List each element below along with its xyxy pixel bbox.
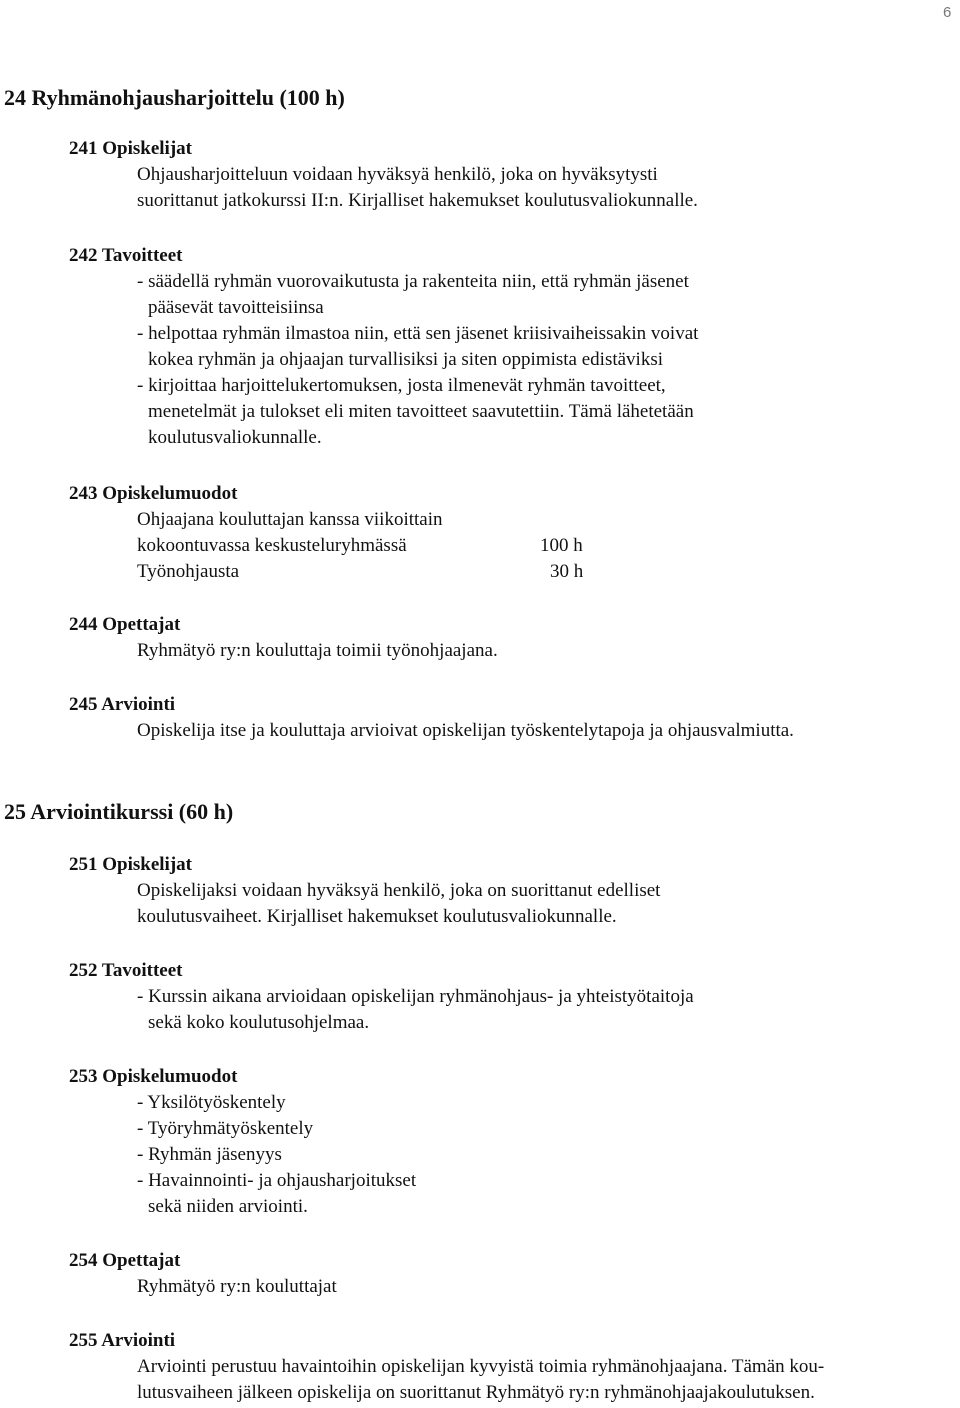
text-242-line-3: - helpottaa ryhmän ilmastoa niin, että sen jäsenet kriisivaiheissakin voivat [137,323,699,344]
section-25-title: 25 Arviointikurssi (60 h) [4,799,234,824]
text-252-line-1: - Kurssin aikana arvioidaan opiskelijan ryhmänohjaus- ja yhteistyötaitoja [137,986,694,1007]
text-243-line-3: Työnohjausta [137,561,240,582]
heading-253: 253 Opiskelumuodot [69,1066,238,1087]
hours-243-tyonohjaus: 30 h [550,561,584,582]
text-242-line-1: - säädellä ryhmän vuorovaikutusta ja rakenteita niin, että ryhmän jäsenet [137,271,689,292]
page-number: 6 [943,4,952,21]
text-251-line-1: Opiskelijaksi voidaan hyväksyä henkilö, joka on suorittanut edelliset [137,880,661,901]
section-24-title: 24 Ryhmänohjausharjoittelu (100 h) [4,85,345,110]
heading-241: 241 Opiskelijat [69,138,192,159]
text-243-line-1: Ohjaajana kouluttajan kanssa viikoittain [137,509,443,530]
hours-243-keskusteluryhma: 100 h [540,535,583,556]
text-244-line: Ryhmätyö ry:n kouluttaja toimii työnohjaajana. [137,640,498,661]
text-242-line-4: kokea ryhmän ja ohjaajan turvallisiksi ja siten oppimista edistäviksi [148,349,664,370]
text-253-line-5: sekä niiden arviointi. [148,1196,308,1217]
text-254-line: Ryhmätyö ry:n kouluttajat [137,1276,337,1297]
text-242-line-7: koulutusvaliokunnalle. [148,427,322,448]
text-251-line-2: koulutusvaiheet. Kirjalliset hakemukset koulutusvaliokunnalle. [137,906,617,927]
text-252-line-2: sekä koko koulutusohjelmaa. [148,1012,370,1033]
text-242-line-6: menetelmät ja tulokset eli miten tavoitteet saavutettiin. Tämä lähetetään [148,401,694,422]
heading-251: 251 Opiskelijat [69,854,192,875]
text-242-line-2: pääsevät tavoitteisiinsa [148,297,324,318]
text-253-line-2: - Työryhmätyöskentely [137,1118,314,1139]
text-245-line: Opiskelija itse ja kouluttaja arvioivat opiskelijan työskentelytapoja ja ohjausvalmiutta. [137,720,794,741]
heading-255: 255 Arviointi [69,1330,176,1351]
heading-252: 252 Tavoitteet [69,960,183,981]
text-255-line-2: lutusvaiheen jälkeen opiskelija on suorittanut Ryhmätyö ry:n ryhmänohjaajakoulutuksen. [137,1382,815,1403]
heading-244: 244 Opettajat [69,614,181,635]
heading-254: 254 Opettajat [69,1250,181,1271]
text-253-line-1: - Yksilötyöskentely [137,1092,286,1113]
text-243-line-2: kokoontuvassa keskusteluryhmässä [137,535,407,556]
text-255-line-1: Arviointi perustuu havaintoihin opiskelijan kyvyistä toimia ryhmänohjaajana. Tämän kou- [137,1356,825,1377]
text-253-line-3: - Ryhmän jäsenyys [137,1144,282,1165]
heading-245: 245 Arviointi [69,694,176,715]
heading-242: 242 Tavoitteet [69,245,183,266]
text-242-line-5: - kirjoittaa harjoittelukertomuksen, josta ilmenevät ryhmän tavoitteet, [137,375,666,396]
text-253-line-4: - Havainnointi- ja ohjausharjoitukset [137,1170,417,1191]
text-241-line-2: suorittanut jatkokurssi II:n. Kirjalliset hakemukset koulutusvaliokunnalle. [137,190,698,211]
text-241-line-1: Ohjausharjoitteluun voidaan hyväksyä henkilö, joka on hyväksytysti [137,164,658,185]
heading-243: 243 Opiskelumuodot [69,483,238,504]
